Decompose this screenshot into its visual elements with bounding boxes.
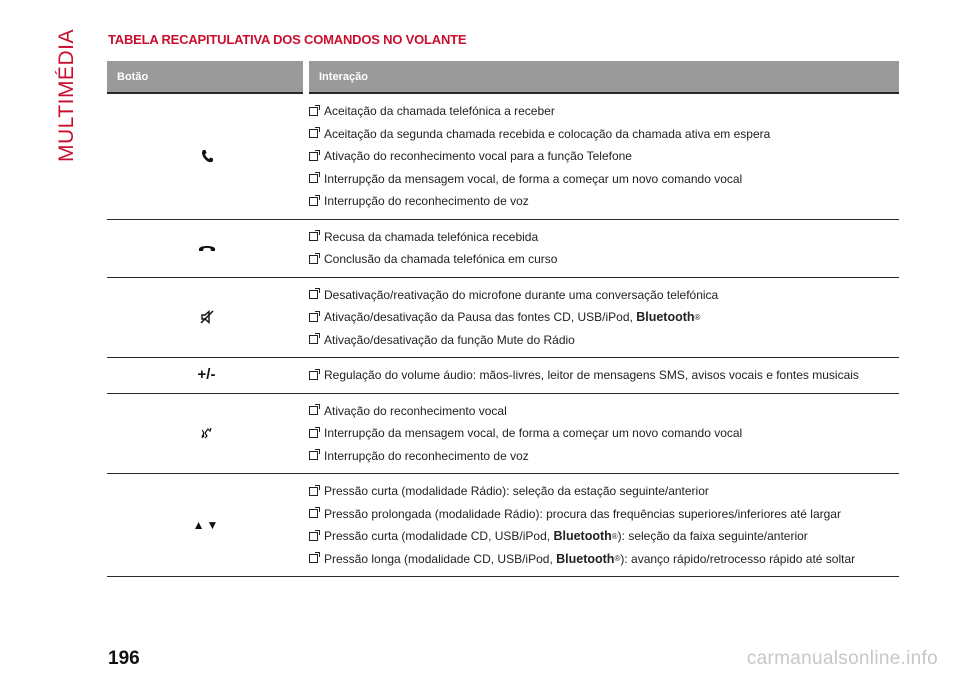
button-cell: [107, 474, 306, 577]
header-button: Botão: [107, 61, 306, 93]
list-item: [306, 306, 899, 329]
item-text: Ativação do reconhecimento vocal: [324, 403, 507, 418]
item-text: Conclusão da chamada telefónica em curso: [324, 252, 558, 267]
item-text: Pressão curta (modalidade CD, USB/iPod,: [324, 529, 554, 544]
list-item: [306, 168, 899, 191]
item-text: Pressão prolongada (modalidade Rádio): procura das frequências superiores/inferiores até largar: [324, 506, 841, 521]
table-body: [107, 93, 899, 577]
list-item: [306, 364, 899, 387]
checkbox-bullet-icon: [309, 509, 318, 518]
list-item: [306, 503, 899, 526]
checkbox-bullet-icon: [309, 451, 318, 460]
list-item: [306, 145, 899, 168]
bluetooth-brand: Bluetooth: [553, 529, 612, 544]
checkbox-bullet-icon: [309, 313, 318, 322]
list-item: [306, 248, 899, 271]
list-item: [306, 548, 899, 571]
bluetooth-brand: Bluetooth: [556, 551, 615, 566]
list-item: [306, 329, 899, 352]
checkbox-bullet-icon: [309, 406, 318, 415]
list-item: [306, 480, 899, 503]
item-text: Interrupção da mensagem vocal, de forma a começar um novo comando vocal: [324, 426, 743, 441]
interaction-cell: [306, 393, 899, 474]
button-cell: [107, 393, 306, 474]
table-row: [107, 219, 899, 277]
phone-answer-icon: [201, 147, 213, 164]
item-text: Interrupção do reconhecimento de voz: [324, 448, 529, 463]
checkbox-bullet-icon: [309, 232, 318, 241]
registered-mark: ®: [614, 554, 621, 564]
list-item: [306, 190, 899, 213]
checkbox-bullet-icon: [309, 129, 318, 138]
interaction-cell: [306, 358, 899, 394]
list-item: [306, 400, 899, 423]
table-row: [107, 277, 899, 358]
item-text: Interrupção do reconhecimento de voz: [324, 194, 529, 209]
checkbox-bullet-icon: [309, 174, 318, 183]
interaction-cell: [306, 93, 899, 219]
item-text: Pressão curta (modalidade Rádio): seleção da estação seguinte/anterior: [324, 484, 709, 499]
checkbox-bullet-icon: [309, 429, 318, 438]
table-row: [107, 93, 899, 219]
page-number: 196: [108, 648, 140, 669]
checkbox-bullet-icon: [309, 487, 318, 496]
registered-mark: ®: [611, 531, 618, 541]
item-text: Aceitação da chamada telefónica a receber: [324, 104, 555, 119]
bluetooth-brand: Bluetooth: [636, 310, 695, 325]
button-cell: [107, 358, 306, 394]
checkbox-bullet-icon: [309, 197, 318, 206]
mute-icon: [200, 308, 214, 325]
checkbox-bullet-icon: [309, 335, 318, 344]
item-text: Ativação do reconhecimento vocal para a função Telefone: [324, 149, 632, 164]
button-cell: [107, 93, 306, 219]
checkbox-bullet-icon: [309, 152, 318, 161]
item-text: Aceitação da segunda chamada recebida e colocação da chamada ativa em espera: [324, 126, 771, 141]
checkbox-bullet-icon: [309, 371, 318, 380]
section-side-label: MULTIMÉDIA: [55, 29, 78, 162]
item-text: Interrupção da mensagem vocal, de forma a começar um novo comando vocal: [324, 171, 743, 186]
item-text: Desativação/reativação do microfone durante uma conversação telefónica: [324, 287, 719, 302]
interaction-cell: [306, 277, 899, 358]
header-interaction: Interação: [306, 61, 899, 93]
checkbox-bullet-icon: [309, 532, 318, 541]
voice-icon: [200, 424, 214, 441]
list-item: [306, 123, 899, 146]
volume-button-label: +/-: [197, 366, 216, 384]
arrows-button-label: ▲▼: [192, 518, 221, 532]
table-row: [107, 358, 899, 394]
interaction-cell: [306, 474, 899, 577]
checkbox-bullet-icon: [309, 255, 318, 264]
item-text: Ativação/desativação da função Mute do Rádio: [324, 332, 575, 347]
table-row: [107, 474, 899, 577]
phone-hangup-icon: [198, 239, 216, 256]
item-text: ): seleção da faixa seguinte/anterior: [617, 529, 808, 544]
list-item: [306, 100, 899, 123]
item-text: Regulação do volume áudio: mãos-livres, leitor de mensagens SMS, avisos vocais e fontes musicais: [324, 368, 859, 383]
item-text: Ativação/desativação da Pausa das fontes CD, USB/iPod,: [324, 310, 637, 325]
registered-mark: ®: [694, 312, 701, 322]
page-title: TABELA RECAPITULATIVA DOS COMANDOS NO VOLANTE: [108, 32, 467, 47]
list-item: [306, 445, 899, 468]
list-item: [306, 284, 899, 307]
button-cell: [107, 277, 306, 358]
checkbox-bullet-icon: [309, 107, 318, 116]
item-text: ): avanço rápido/retrocesso rápido até soltar: [620, 551, 856, 566]
commands-table: [107, 61, 899, 577]
checkbox-bullet-icon: [309, 554, 318, 563]
checkbox-bullet-icon: [309, 290, 318, 299]
item-text: Pressão longa (modalidade CD, USB/iPod,: [324, 551, 557, 566]
item-text: Recusa da chamada telefónica recebida: [324, 229, 539, 244]
list-item: [306, 226, 899, 249]
watermark: carmanualsonline.info: [746, 648, 938, 669]
list-item: [306, 422, 899, 445]
button-cell: [107, 219, 306, 277]
interaction-cell: [306, 219, 899, 277]
list-item: [306, 525, 899, 548]
table-row: [107, 393, 899, 474]
